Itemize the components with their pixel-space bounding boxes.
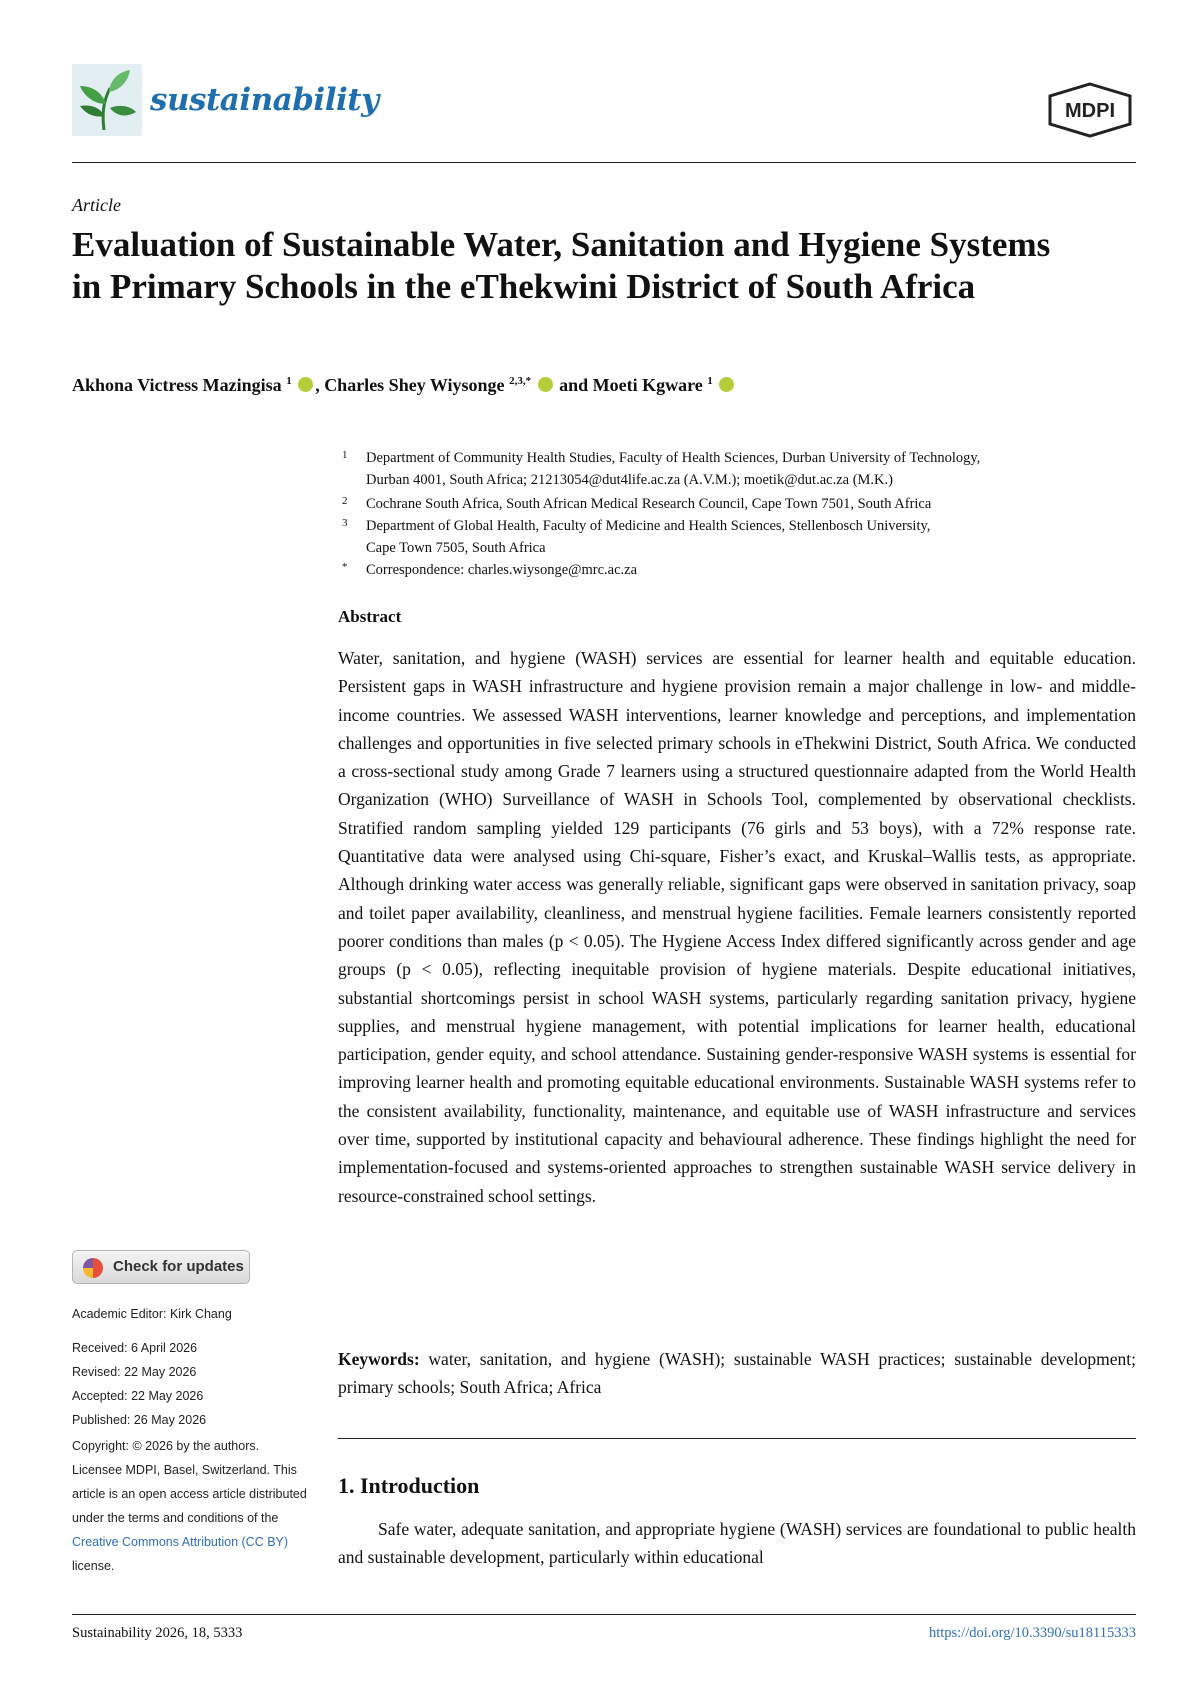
mdpi-logo <box>1044 82 1136 138</box>
accepted-date: Accepted: 22 May 2026 <box>72 1389 204 1403</box>
copyright-text: Copyright: © 2026 by the authors. Licensee MDPI, Basel, Switzerland. This article is an open access article distributed under the terms and conditions of the <box>72 1439 307 1525</box>
author-name[interactable]: Charles Shey Wiysonge <box>324 375 505 395</box>
affiliation-line: Department of Global Health, Faculty of Medicine and Health Sciences, Stellenbosch University, <box>366 518 931 534</box>
doi-link[interactable]: https://doi.org/10.3390/su18115333 <box>928 1625 1136 1641</box>
abstract-heading: Abstract <box>338 607 402 626</box>
license-suffix: license. <box>72 1559 115 1573</box>
keywords-text: water, sanitation, and hygiene (WASH); sustainable WASH practices; sustainable development; primary schools; South Africa; Africa <box>338 1349 1137 1398</box>
affiliation-mark: 3 <box>342 517 348 529</box>
leaf-icon <box>72 64 142 136</box>
author-affiliation-mark: 1 <box>286 375 292 387</box>
header-divider <box>72 162 1136 163</box>
license-link[interactable]: Creative Commons Attribution (CC BY) <box>72 1535 289 1549</box>
article-type: Article <box>72 195 121 215</box>
copyright-notice <box>72 1434 312 1578</box>
check-for-updates-button[interactable] <box>72 1250 250 1284</box>
orcid-icon[interactable] <box>538 377 553 392</box>
affiliation-line: Department of Community Health Studies, Faculty of Health Sciences, Durban University of Technology, <box>366 450 981 466</box>
affiliation-mark: 1 <box>342 449 348 461</box>
crossmark-icon <box>83 1258 103 1278</box>
footer-divider <box>72 1614 1136 1615</box>
affiliation-item <box>342 559 1136 581</box>
affiliation-item <box>342 447 1136 491</box>
journal-name: sustainability <box>150 82 379 118</box>
abstract-text: Water, sanitation, and hygiene (WASH) services are essential for learner health and equitable education. Persistent gaps in WASH infrastructure and hygiene provision remain a major challenge in low- and middle-income countries. We assessed WASH interventions, learner knowledge and perceptions, and implementation challenges and opportunities in five selected primary schools in eThekwini District, South Africa. We conducted a cross-sectional study among Grade 7 learners using a structured questionnaire adapted from the World Health Organization (WHO) Surveillance of WASH in Schools Tool, complemented by observational checklists. Stratified random sampling yielded 129 participants (76 girls and 53 boys), with a 72% response rate. Quantitative data were analysed using Chi-square, Fisher’s exact, and Kruskal–Wallis tests, as appropriate. Although drinking water access was generally reliable, significant gaps were observed in sanitation privacy, soap and toilet paper availability, cleanliness, and menstrual hygiene facilities. Female learners consistently reported poorer conditions than males (p < 0.05). The Hygiene Access Index differed significantly across gender and age groups (p < 0.05), reflecting inequitable provision of hygiene materials. Despite educational initiatives, substantial shortcomings persist in school WASH systems, particularly regarding sanitation privacy, hygiene supplies, and menstrual hygiene management, with potential implications for learner health, educational participation, gender equity, and school attendance. Sustaining gender-responsive WASH systems is essential for improving learner health and promoting equitable educational environments. Sustainable WASH systems refer to the consistent availability, functionality, maintenance, and equitable use of WASH infrastructure and services over time, supported by institutional capacity and behavioural adherence. These findings highlight the need for implementation-focused and systems-oriented approaches to strengthen sustainable WASH service delivery in resource-constrained school settings. <box>338 648 1136 1206</box>
section-divider <box>338 1438 1136 1439</box>
author-separator: and <box>559 375 589 395</box>
author-affiliation-mark: 2,3,* <box>509 375 532 387</box>
affiliation-mark: 2 <box>342 495 348 507</box>
published-date: Published: 26 May 2026 <box>72 1413 207 1427</box>
orcid-icon[interactable] <box>719 377 734 392</box>
received-date: Received: 6 April 2026 <box>72 1341 198 1355</box>
author-separator: , <box>315 375 320 395</box>
introduction-text: Safe water, adequate sanitation, and appropriate hygiene (WASH) services are foundational to public health and sustainable development, particularly within educational <box>338 1519 1136 1568</box>
affiliation-item <box>342 515 1136 559</box>
check-for-updates-label: Check for updates <box>113 1258 244 1275</box>
journal-logo <box>72 64 142 136</box>
author-list <box>72 375 736 396</box>
academic-editor: Academic Editor: Kirk Chang <box>72 1307 232 1321</box>
revised-date: Revised: 22 May 2026 <box>72 1365 197 1379</box>
affiliation-line: Cochrane South Africa, South African Medical Research Council, Cape Town 7501, South Africa <box>366 496 932 512</box>
article-title: Evaluation of Sustainable Water, Sanitation and Hygiene Systems in Primary Schools in the eThekwini District of South Africa <box>72 225 1051 306</box>
publisher-label: MDPI <box>1065 100 1115 122</box>
affiliation-item <box>342 493 1136 515</box>
author-affiliation-mark: 1 <box>707 375 713 387</box>
affiliation-line: Cape Town 7505, South Africa <box>366 540 546 556</box>
section-heading: 1. Introduction <box>338 1473 480 1498</box>
orcid-icon[interactable] <box>298 377 313 392</box>
affiliation-line: Durban 4001, South Africa; 21213054@dut4life.ac.za (A.V.M.); moetik@dut.ac.za (M.K.) <box>366 472 893 488</box>
keywords <box>338 1345 1136 1402</box>
author-name[interactable]: Akhona Victress Mazingisa <box>72 375 282 395</box>
author-name[interactable]: Moeti Kgware <box>592 375 703 395</box>
footer-citation: Sustainability 2026, 18, 5333 <box>72 1625 243 1641</box>
affiliation-mark: * <box>342 561 348 573</box>
keywords-label: Keywords: <box>338 1349 420 1369</box>
correspondence-email[interactable]: Correspondence: charles.wiysonge@mrc.ac.za <box>366 562 638 578</box>
